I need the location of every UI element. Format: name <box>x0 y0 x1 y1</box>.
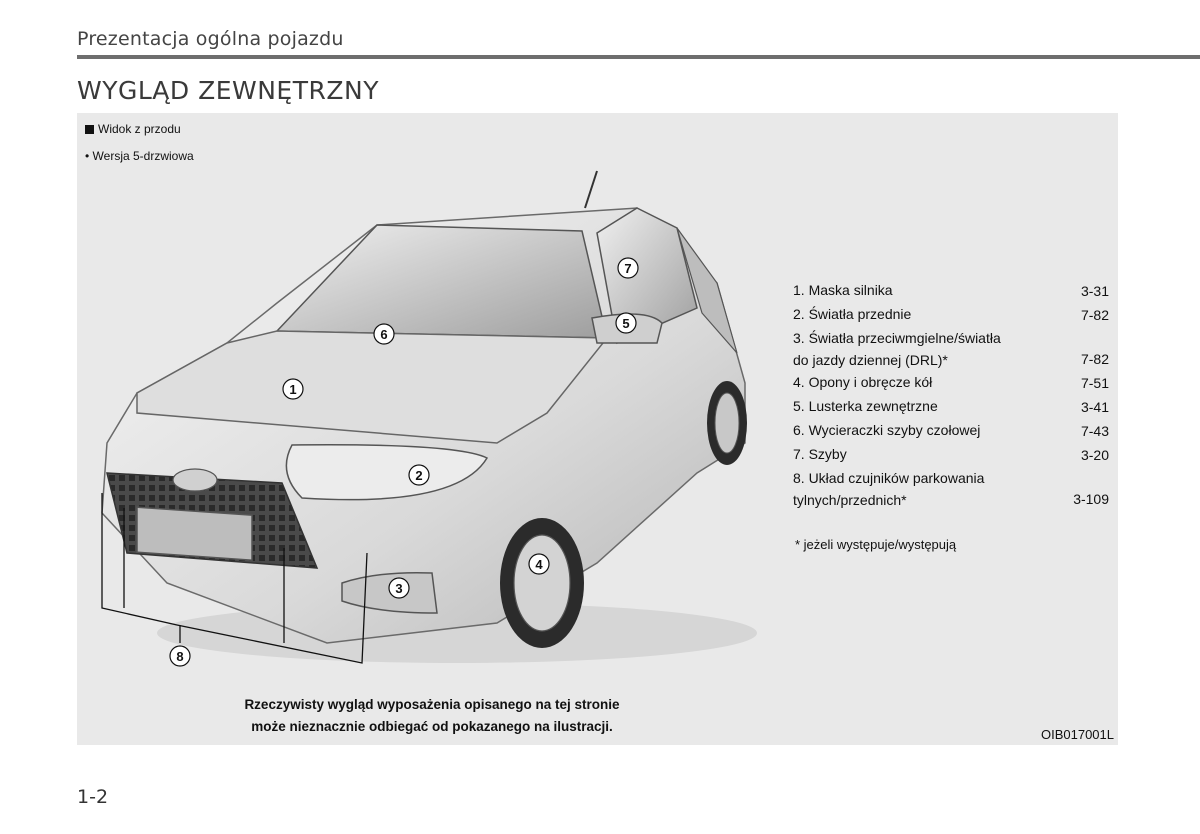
parts-list <box>793 279 1109 511</box>
part-row-6 <box>793 419 1109 443</box>
figure-caption: Rzeczywisty wygląd wyposażenia opisanego na tej stronie może nieznacznie odbiegać od pokazanego na ilustracji. <box>244 697 620 734</box>
svg-text:1: 1 <box>289 382 297 397</box>
callout-8 <box>170 646 190 666</box>
part-name: 4. Opony i obręcze kół <box>793 374 933 390</box>
variant-label: • Wersja 5-drzwiowa <box>85 149 194 163</box>
page-number: 1-2 <box>77 786 109 808</box>
image-code: OIB017001L <box>1040 727 1114 742</box>
figure-panel <box>77 113 1118 745</box>
svg-text:8: 8 <box>176 649 184 664</box>
part-row-2 <box>793 303 1109 327</box>
part-row-4 <box>793 371 1109 395</box>
svg-text:2: 2 <box>415 468 423 483</box>
footnote: * jeżeli występuje/występują <box>795 537 957 552</box>
part-page: 7-51 <box>1080 375 1109 391</box>
part-page: 7-82 <box>1080 351 1109 367</box>
part-name: 2. Światła przednie <box>793 306 912 322</box>
view-label-text: Widok z przodu <box>98 122 181 136</box>
part-name: 6. Wycieraczki szyby czołowej <box>793 422 981 438</box>
part-name: 3. Światła przeciwmgielne/światła do jazdy dziennej (DRL)* <box>793 330 1001 368</box>
part-page: 3-41 <box>1080 399 1109 415</box>
callout-7 <box>618 258 638 278</box>
callout-6 <box>374 324 394 344</box>
svg-text:3: 3 <box>395 581 403 596</box>
part-row-7 <box>793 443 1109 467</box>
part-page: 3-31 <box>1080 283 1109 299</box>
callout-2 <box>409 465 429 485</box>
callout-5 <box>616 313 636 333</box>
part-page: 3-109 <box>1073 491 1109 507</box>
part-row-5 <box>793 395 1109 419</box>
callout-4 <box>529 554 549 574</box>
callout-1 <box>283 379 303 399</box>
car-illustration <box>77 113 777 673</box>
header-rule <box>77 55 1200 59</box>
part-page: 7-82 <box>1080 307 1109 323</box>
svg-text:7: 7 <box>624 261 632 276</box>
svg-text:4: 4 <box>535 557 543 572</box>
part-page: 3-20 <box>1080 447 1109 463</box>
section-title: Prezentacja ogólna pojazdu <box>77 28 344 50</box>
svg-text:5: 5 <box>622 316 630 331</box>
part-name: 5. Lusterka zewnętrzne <box>793 398 938 414</box>
callout-3 <box>389 578 409 598</box>
page-heading: WYGLĄD ZEWNĘTRZNY <box>77 76 379 105</box>
part-name: 8. Układ czujników parkowania tylnych/przednich* <box>793 470 985 508</box>
svg-text:6: 6 <box>380 327 388 342</box>
part-row-1 <box>793 279 1109 303</box>
part-name: 7. Szyby <box>793 446 847 462</box>
part-page: 7-43 <box>1080 423 1109 439</box>
part-name: 1. Maska silnika <box>793 282 893 298</box>
part-row-8 <box>793 467 1109 511</box>
part-row-3 <box>793 327 1109 371</box>
